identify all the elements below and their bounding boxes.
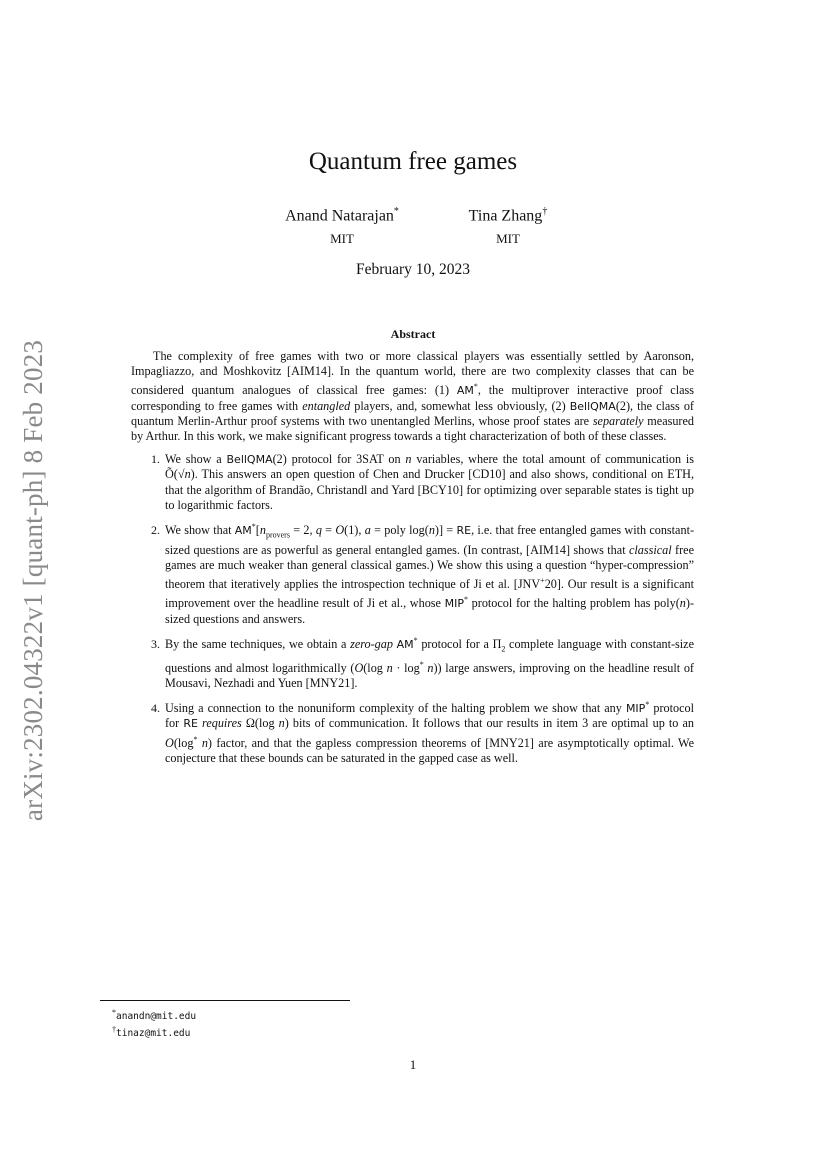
text-run: + — [540, 576, 545, 586]
text-run: measured by Arthur. In this work, we make significant progress towards a tight characterization of both of these classes. — [131, 413, 694, 444]
abstract-intro-paragraph — [131, 349, 694, 444]
text-run: , i.e. that free entangled games with constant-sized questions are as powerful as general entangled games. (In contrast, [AIM14] shows that — [165, 523, 695, 557]
text-run: requires — [202, 716, 242, 731]
text-run: = 2, — [289, 523, 316, 538]
text-run: AM — [396, 638, 414, 651]
abstract-result-item — [163, 697, 694, 766]
text-run: n — [386, 660, 393, 675]
text-run: (log — [363, 660, 387, 675]
author-name-line — [440, 206, 576, 225]
text-run: complete language with constant-size questions and almost logarithmically ( — [165, 637, 694, 675]
text-run: AM — [234, 524, 252, 538]
text-run: protocol for the halting problem has poly( — [468, 596, 680, 611]
text-run: = poly log( — [370, 523, 429, 538]
text-run: ) factor, and that the gapless compression theorems of [MNY21] are asymptotically optimal. We conjecture that these bounds can be saturated in the gapped case as well. — [165, 735, 694, 765]
footnote-rule — [100, 1000, 350, 1001]
text-run: variables, where the total amount of communication is Õ(√ — [165, 452, 694, 482]
text-run: (log — [173, 735, 194, 750]
page-number: 1 — [409, 1057, 417, 1072]
text-run: )-sized questions and answers. — [165, 596, 695, 626]
text-run: n — [405, 452, 412, 467]
text-run: , the multiprover interactive proof class corresponding to free games with — [131, 383, 694, 413]
paper-date: February 10, 2023 — [355, 261, 471, 278]
text-run: RE — [456, 524, 472, 538]
footnote-email: tinaz@mit.edu — [116, 1028, 191, 1040]
arxiv-identifier-stamp — [14, 330, 54, 830]
author-name: Anand Natarajan — [285, 207, 394, 225]
text-run: The complexity of free games with two or more classical players was essentially settled by Aaronson, Impagliazzo, and Moshkovitz [AIM14]. In the quantum world, there are two complexity classes that can be considered quantum analogues of classical free games: (1) — [131, 349, 694, 398]
text-run: classical — [628, 542, 672, 557]
text-run: n — [184, 467, 191, 482]
text-run: O — [335, 523, 345, 538]
text-run: Ω(log — [241, 716, 279, 731]
text-run: entangled — [302, 398, 351, 413]
abstract-result-item — [163, 633, 694, 691]
text-run: * — [413, 635, 418, 645]
text-run: ) bits of communication. It follows that our results in item 3 are optimal up to an — [284, 716, 694, 731]
text-run: free games are much weaker than general classical games.) We show this using a question “hyper-compression” theorem that iteratively applies the introspection technique of Ji et al. [JNV — [165, 542, 694, 592]
text-run: RE — [183, 717, 198, 731]
text-run: We show a — [165, 452, 227, 467]
author-affiliation: MIT — [496, 231, 520, 247]
text-run: (1), — [344, 523, 365, 538]
footnotes — [112, 1006, 196, 1040]
author-footnote-mark: * — [393, 206, 399, 217]
text-run: · log — [392, 660, 420, 675]
text-run: * — [251, 522, 256, 532]
abstract-heading: Abstract — [390, 327, 436, 341]
text-run: q — [315, 523, 322, 538]
text-run: * — [193, 734, 198, 744]
author-name: Tina Zhang — [468, 207, 543, 225]
author-block-2 — [440, 206, 576, 247]
arxiv-identifier-text: arXiv:2302.04322v1 [quant-ph] 8 Feb 2023 — [18, 339, 49, 821]
text-run: MIP — [625, 702, 646, 716]
text-run: separately — [592, 413, 644, 428]
text-run: (2), the class of quantum Merlin-Arthur proof systems with two unentangled Merlins, whose proof states are — [131, 398, 694, 428]
footnote-mark: † — [112, 1025, 116, 1035]
author-block-1 — [262, 206, 422, 247]
abstract-body — [131, 349, 694, 772]
text-run: (2) protocol for 3SAT on — [272, 452, 406, 467]
text-run: [ — [255, 523, 260, 538]
text-run: * — [419, 659, 424, 669]
text-run: = — [321, 523, 336, 538]
footnote-2 — [112, 1023, 196, 1040]
text-run: a — [364, 523, 371, 538]
text-run: n — [427, 660, 434, 675]
author-footnote-mark: † — [542, 206, 548, 217]
text-run: n — [259, 523, 266, 538]
text-run: 2 — [501, 644, 506, 654]
text-run: BellQMA — [226, 453, 273, 467]
footnote-email: anandn@mit.edu — [116, 1011, 197, 1023]
text-run: * — [473, 382, 478, 392]
abstract-results-list — [131, 452, 694, 766]
text-run: BellQMA — [569, 399, 616, 413]
text-run: O — [165, 735, 174, 750]
text-run: * — [645, 700, 650, 710]
footnote-mark: * — [112, 1008, 116, 1017]
text-run: zero-gap — [350, 637, 393, 651]
text-run: n — [278, 716, 285, 731]
text-run: n — [201, 735, 208, 750]
text-run: ). This answers an open question of Chen and Drucker [CD10] and also shows, conditional on ETH, that the algorithm of Brandão, Christandl and Yard [BCY10] for optimizing over separable states is tight up to logarithmic factors. — [165, 467, 694, 512]
text-run: protocol for — [165, 701, 694, 731]
author-affiliation: MIT — [330, 231, 354, 247]
text-run: * — [464, 595, 468, 605]
text-run: 20]. Our result is a significant improvement over the headline result of Ji et al., whose — [165, 577, 694, 611]
text-run: provers — [265, 530, 290, 540]
text-run: )) large answers, improving on the headline result of Mousavi, Nezhadi and Yuen [MNY21]. — [165, 660, 694, 690]
text-run: By the same techniques, we obtain a — [165, 637, 351, 651]
author-name-line — [262, 206, 422, 225]
text-run: n — [428, 523, 435, 538]
text-run: players, and, somewhat less obviously, (2) — [350, 398, 570, 413]
text-run: )] = — [434, 523, 457, 538]
text-run: MIP — [444, 597, 464, 611]
abstract-result-item — [163, 452, 694, 513]
text-run: AM — [456, 384, 474, 398]
paper-title: Quantum free games — [308, 148, 518, 175]
text-run: We show that — [165, 523, 235, 538]
text-run: protocol for a Π — [417, 637, 502, 651]
abstract-result-item — [163, 519, 694, 627]
text-run: n — [679, 596, 686, 611]
text-run: O — [354, 660, 364, 675]
footnote-1 — [112, 1006, 196, 1023]
text-run: Using a connection to the nonuniform complexity of the halting problem we show that any — [165, 701, 626, 716]
